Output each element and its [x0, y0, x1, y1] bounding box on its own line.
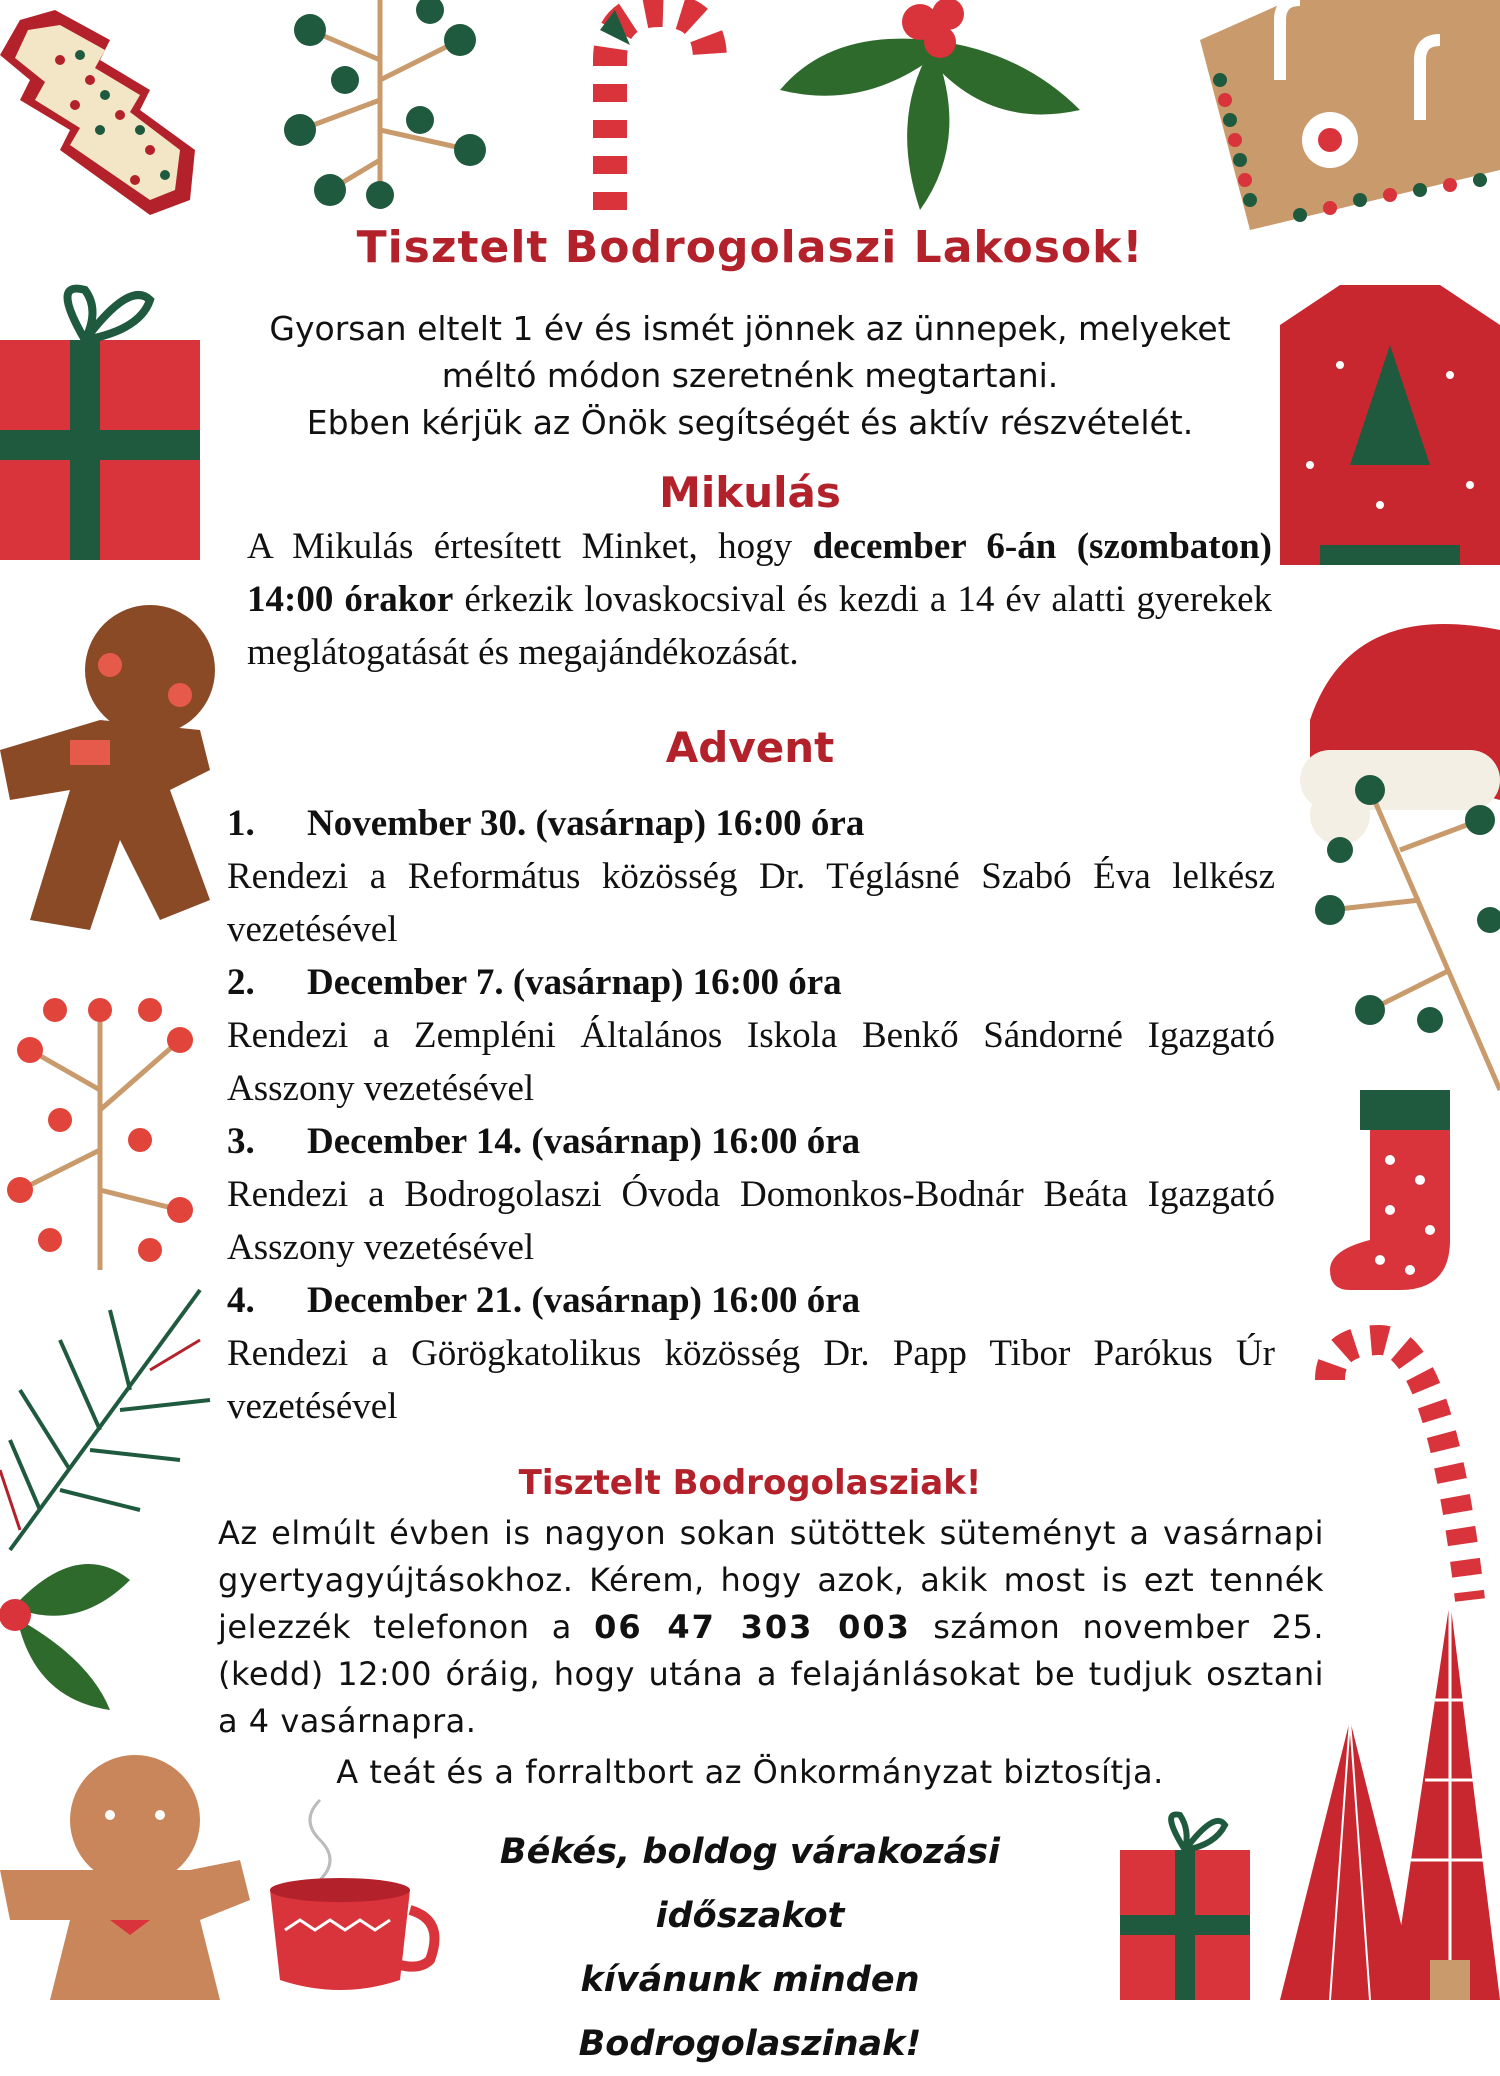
- gingerbread-man-icon: [0, 600, 220, 940]
- advent-item: [227, 1274, 1275, 1433]
- advent-item-description: Rendezi a Református közösség Dr. Téglásné Szabó Éva lelkész vezetésével: [227, 856, 1275, 950]
- tree-cookie-icon: [0, 0, 210, 240]
- berry-branch-icon: [1310, 770, 1500, 1100]
- advent-item: [227, 1115, 1275, 1274]
- advent-heading: Advent: [665, 723, 835, 772]
- advent-item-number: 2.: [227, 962, 255, 1003]
- closing-text-start: Az elmúlt évben is nagyon sokan sütöttek süteményt a vasárnapi gyertyagyújtásokhoz. Kérem, hogy azok, akik most is ezt tennék jelezzék telefonon a: [218, 1514, 1324, 1646]
- intro-line: méltó módon szeretnénk megtartani.: [441, 356, 1059, 395]
- berry-branch-icon: [270, 0, 500, 210]
- tea-note: A teát és a forraltbort az Önkormányzat biztosítja.: [336, 1753, 1164, 1791]
- advent-item-number: 3.: [227, 1121, 255, 1162]
- berry-branch-icon: [0, 990, 200, 1280]
- tea-cup-icon: [260, 1790, 440, 2000]
- advent-item-number: 1.: [227, 803, 255, 844]
- stocking-icon: [1330, 1090, 1500, 1300]
- holly-icon: [770, 0, 1090, 220]
- wish-line: kívánunk minden Bodrogolaszinak!: [578, 1960, 922, 2064]
- mikulas-text-end: érkezik lovaskocsival és kezdi a 14 év alatti gyerekek meglátogatását és megajándékozását.: [247, 579, 1272, 673]
- mikulas-date: december 6-án (szombaton) 14:00 órakor: [247, 526, 1272, 620]
- holly-icon: [0, 1520, 150, 1720]
- mikulas-heading: Mikulás: [659, 468, 841, 517]
- advent-item-number: 4.: [227, 1280, 255, 1321]
- candy-cane-icon: [570, 0, 730, 220]
- advent-item: [227, 956, 1275, 1115]
- advent-item-description: Rendezi a Zempléni Általános Iskola Benkő Sándorné Igazgató Asszony vezetésével: [227, 1015, 1275, 1109]
- advent-item-date: November 30. (vasárnap) 16:00 óra: [307, 803, 865, 844]
- mikulas-text-start: A Mikulás értesített Minket, hogy: [247, 526, 813, 567]
- advent-item-date: December 7. (vasárnap) 16:00 óra: [307, 962, 842, 1003]
- closing-text: [218, 1510, 1324, 1745]
- gift-icon: [1120, 1800, 1250, 2000]
- mikulas-text: [247, 520, 1272, 679]
- page-title: Tisztelt Bodrogolaszi Lakosok!: [356, 222, 1144, 273]
- wish-line: Békés, boldog várakozási időszakot: [499, 1832, 1001, 1936]
- closing-heading: Tisztelt Bodrogolasziak!: [518, 1463, 982, 1503]
- closing-text-end: számon november 25. (kedd) 12:00 óráig, hogy utána a felajánlásokat be tudjuk osztani a 4 vasárnapra.: [218, 1608, 1324, 1740]
- gift-icon: [0, 280, 210, 570]
- advent-item-description: Rendezi a Bodrogolaszi Óvoda Domonkos-Bodnár Beáta Igazgató Asszony vezetésével: [227, 1174, 1275, 1268]
- intro-text: [250, 305, 1250, 446]
- intro-line: Gyorsan eltelt 1 év és ismét jönnek az ünnepek, melyeket: [269, 309, 1231, 348]
- sweater-icon: [1280, 265, 1500, 575]
- advent-item-date: December 14. (vasárnap) 16:00 óra: [307, 1121, 861, 1162]
- advent-item-description: Rendezi a Görögkatolikus közösség Dr. Papp Tibor Parókus Úr vezetésével: [227, 1333, 1275, 1427]
- intro-line: Ebben kérjük az Önök segítségét és aktív részvételét.: [306, 403, 1194, 442]
- advent-item-date: December 21. (vasárnap) 16:00 óra: [307, 1280, 861, 1321]
- phone-number: 06 47 303 003: [594, 1608, 911, 1646]
- advent-item: [227, 797, 1275, 956]
- wish-text: [430, 1820, 1070, 2076]
